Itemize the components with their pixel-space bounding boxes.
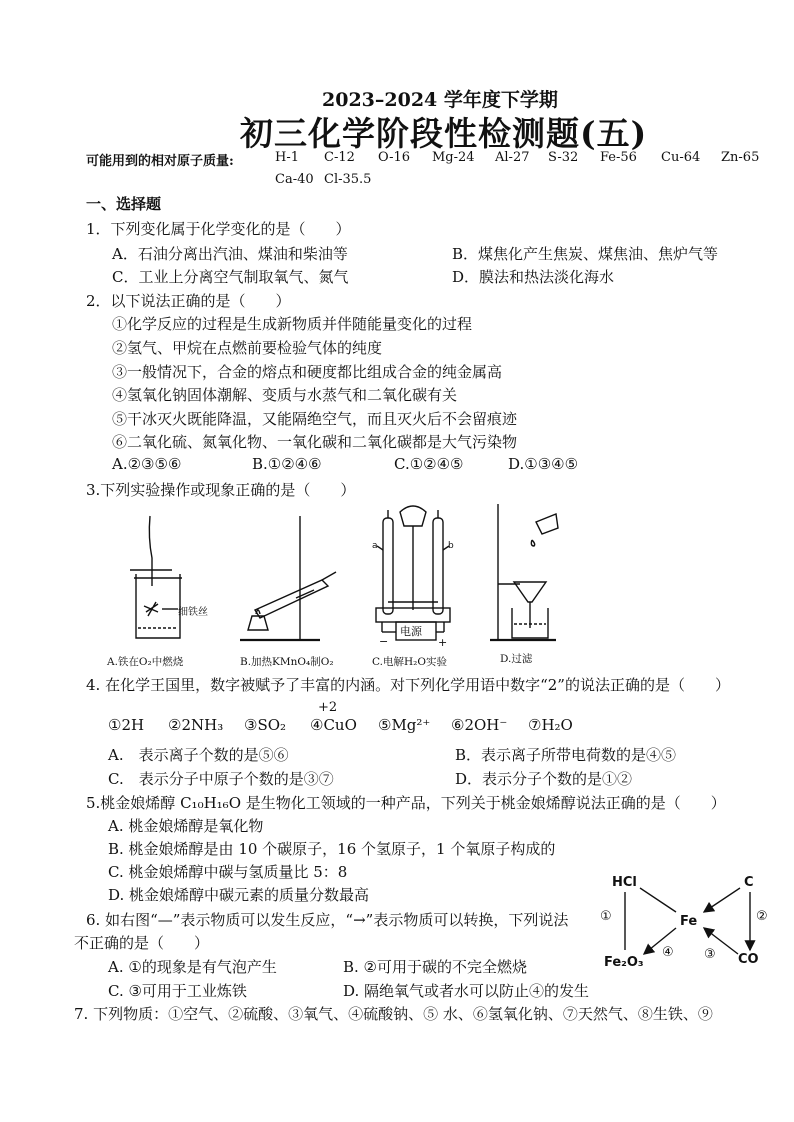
caption-b: B.加热KMnO₄制O₂	[240, 656, 334, 668]
caption-c: C.电解H₂O实验	[372, 656, 447, 668]
q4-option-b: B．表示离子所带电荷数的是④⑤	[455, 746, 677, 764]
label-a: a	[372, 541, 378, 551]
q2-option-b: B.①②④⑥	[252, 455, 322, 473]
kmno4-heating-icon	[240, 516, 336, 640]
diagram-num-1: ①	[600, 909, 612, 924]
atomic-mass-label: 可能用到的相对原子质量:	[86, 154, 234, 169]
atomic-mass-fe: Fe-56	[600, 150, 637, 165]
diagram-num-4: ④	[662, 945, 674, 960]
q4-formula-7: ⑦H₂O	[528, 716, 573, 734]
diagram-hcl: HCl	[612, 875, 637, 890]
q6-option-b: B. ②可用于碳的不完全燃烧	[343, 958, 528, 976]
q1-option-b: B．煤焦化产生焦炭、煤焦油、焦炉气等	[452, 245, 719, 263]
q4-stem: 4. 在化学王国里，数字被赋予了丰富的内涵。对下列化学用语中数字“2”的说法正确的是（ ）	[86, 676, 730, 694]
label-power-source: 电源	[400, 625, 422, 638]
atomic-mass-al: Al-27	[495, 150, 530, 165]
exam-year: 2023–2024 学年度下学期	[322, 89, 558, 111]
q2-option-d: D.①③④⑤	[508, 455, 579, 473]
q7-stem: 7. 下列物质：①空气、②硫酸、③氧气、④硫酸钠、⑤ 水、⑥氢氧化钠、⑦天然气、⑧生铁、⑨	[74, 1005, 713, 1023]
diagram-c: C	[744, 875, 754, 890]
atomic-mass-zn: Zn-65	[721, 150, 760, 165]
q6-option-d: D. 隔绝氧气或者水可以防止④的发生	[343, 982, 590, 1000]
q5-stem: 5.桃金娘烯醇 C₁₀H₁₆O 是生物化工领域的一种产品，下列关于桃金娘烯醇说法正确的是（ ）	[86, 794, 726, 812]
atomic-mass-cl: Cl-35.5	[324, 172, 372, 187]
q2-statement-6: ⑥二氧化硫、氮氧化物、一氧化碳和二氧化碳都是大气污染物	[112, 433, 518, 451]
diagram-num-3: ③	[704, 947, 716, 962]
label-b: b	[448, 541, 454, 551]
atomic-mass-s: S-32	[548, 150, 579, 165]
q4-option-c: C. 表示分子中原子个数的是③⑦	[108, 770, 334, 788]
atomic-mass-h: H-1	[275, 150, 300, 165]
q6-option-c: C. ③可用于工业炼铁	[108, 982, 247, 1000]
q5-option-d: D. 桃金娘烯醇中碳元素的质量分数最高	[108, 886, 370, 904]
diagram-co: CO	[738, 952, 759, 967]
q6-stem-line1: 6. 如右图“—”表示物质可以发生反应，“→”表示物质可以转换，下列说法	[86, 911, 569, 929]
q4-formula-6: ⑥2OH⁻	[451, 716, 508, 734]
section-heading: 一、选择题	[86, 195, 162, 213]
water-electrolysis-icon	[376, 506, 450, 640]
q1-stem: 1．下列变化属于化学变化的是（ ）	[86, 220, 351, 238]
q4-formula-2: ②2NH₃	[168, 716, 224, 734]
q1-option-d: D．膜法和热法淡化海水	[452, 268, 615, 286]
caption-a: A.铁在O₂中燃烧	[107, 656, 184, 668]
atomic-mass-mg: Mg-24	[432, 150, 475, 165]
q5-option-b: B. 桃金娘烯醇是由 10 个碳原子，16 个氢原子，1 个氧原子构成的	[108, 840, 556, 858]
q3-stem: 3.下列实验操作或现象正确的是（ ）	[86, 481, 356, 499]
q4-formula-3: ③SO₂	[244, 716, 287, 734]
diagram-fe2o3: Fe₂O₃	[604, 955, 644, 970]
q6-stem-line2: 不正确的是（ ）	[74, 934, 210, 952]
q2-statement-1: ①化学反应的过程是生成新物质并伴随能量变化的过程	[112, 315, 473, 333]
q4-formula-4: ④CuO	[310, 716, 357, 734]
diagram-num-2: ②	[756, 909, 768, 924]
q2-option-a: A.②③⑤⑥	[112, 455, 182, 473]
atomic-mass-c: C-12	[324, 150, 355, 165]
iron-burning-jar-icon	[130, 516, 182, 638]
q6-option-a: A. ①的现象是有气泡产生	[108, 958, 277, 976]
label-minus: −	[379, 635, 389, 648]
q2-option-c: C.①②④⑤	[394, 455, 464, 473]
q2-statement-3: ③一般情况下，合金的熔点和硬度都比组成合金的纯金属高	[112, 363, 503, 381]
fe-reaction-diagram	[598, 870, 778, 970]
q4-formula-1: ①2H	[108, 716, 145, 734]
q2-stem: 2．以下说法正确的是（ ）	[86, 292, 291, 310]
caption-d: D.过滤	[500, 653, 533, 665]
q1-option-c: C．工业上分离空气制取氧气、氮气	[112, 268, 349, 286]
diagram-fe: Fe	[680, 914, 698, 929]
lab-apparatus-figure	[100, 498, 560, 670]
q4-formula-5: ⑤Mg²⁺	[378, 716, 431, 734]
atomic-mass-cu: Cu-64	[661, 150, 701, 165]
cu-valence-mark: +2	[318, 700, 338, 715]
q2-statement-4: ④氢氧化钠固体潮解、变质与水蒸气和二氧化碳有关	[112, 386, 458, 404]
page-title: 初三化学阶段性检测题(五)	[240, 114, 648, 153]
atomic-mass-ca: Ca-40	[275, 172, 314, 187]
q2-statement-2: ②氢气、甲烷在点燃前要检验气体的纯度	[112, 339, 383, 357]
q2-statement-5: ⑤干冰灭火既能降温，又能隔绝空气，而且灭火后不会留痕迹	[112, 410, 518, 428]
label-iron-wire: 细铁丝	[178, 607, 208, 618]
filtration-icon	[490, 504, 558, 640]
label-plus: +	[438, 636, 448, 649]
q1-option-a: A．石油分离出汽油、煤油和柴油等	[112, 245, 348, 263]
q4-option-d: D．表示分子个数的是①②	[455, 770, 633, 788]
q5-option-a: A. 桃金娘烯醇是氧化物	[108, 817, 264, 835]
q5-option-c: C. 桃金娘烯醇中碳与氢质量比 5：8	[108, 863, 348, 881]
q4-option-a: A. 表示离子个数的是⑤⑥	[108, 746, 289, 764]
atomic-mass-o: O-16	[378, 150, 411, 165]
